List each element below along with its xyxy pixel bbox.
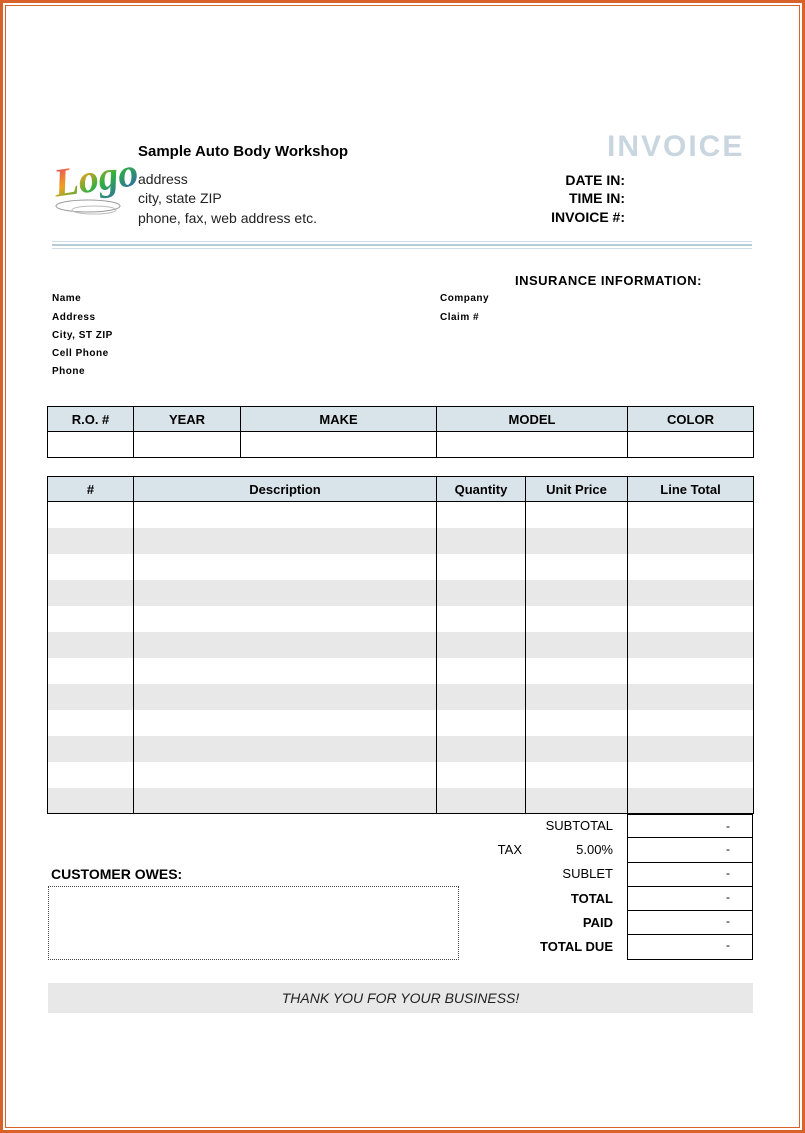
table-row <box>48 632 754 658</box>
table-row <box>48 658 754 684</box>
thank-you-banner: THANK YOU FOR YOUR BUSINESS! <box>48 983 753 1013</box>
header-divider-lower <box>52 248 752 249</box>
subtotal-value: - <box>627 814 753 838</box>
logo-text: Logo <box>50 149 141 206</box>
table-row <box>48 606 754 632</box>
items-header-line-total: Line Total <box>628 477 754 502</box>
company-name: Sample Auto Body Workshop <box>138 143 349 160</box>
vehicle-header-make: MAKE <box>241 407 437 432</box>
insurance-company-label: Company <box>440 293 490 304</box>
invoice-number-label: INVOICE #: <box>551 209 625 225</box>
customer-address-label: Address <box>52 312 96 323</box>
customer-cell-phone-label: Cell Phone <box>52 348 109 359</box>
insurance-claim-label: Claim # <box>440 312 480 323</box>
contact-line: phone, fax, web address etc. <box>138 210 317 226</box>
ro-cell[interactable] <box>48 432 134 458</box>
time-in-label: TIME IN: <box>569 190 625 206</box>
header-divider-main <box>52 244 752 246</box>
total-due-label: TOTAL DUE <box>540 939 613 954</box>
vehicle-table <box>47 406 754 458</box>
customer-name-label: Name <box>52 293 82 304</box>
vehicle-header-model: MODEL <box>437 407 628 432</box>
items-header-unit-price: Unit Price <box>526 477 628 502</box>
customer-owes-label: CUSTOMER OWES: <box>51 866 183 882</box>
customer-owes-box[interactable] <box>48 886 459 960</box>
table-row <box>48 580 754 606</box>
model-cell[interactable] <box>437 432 628 458</box>
table-row <box>48 762 754 788</box>
make-cell[interactable] <box>241 432 437 458</box>
total-label: TOTAL <box>570 891 613 906</box>
insurance-title: INSURANCE INFORMATION: <box>515 273 702 288</box>
items-header-number: # <box>48 477 134 502</box>
total-due-value: - <box>627 934 753 960</box>
city-state-zip-line: city, state ZIP <box>138 190 222 206</box>
sublet-value: - <box>627 862 753 887</box>
vehicle-header-ro: R.O. # <box>48 407 134 432</box>
vehicle-row <box>48 432 754 458</box>
customer-city-label: City, ST ZIP <box>52 330 113 341</box>
items-header-description: Description <box>134 477 437 502</box>
company-logo <box>50 140 141 220</box>
table-row <box>48 554 754 580</box>
total-value: - <box>627 886 753 911</box>
table-row <box>48 710 754 736</box>
line-items-table <box>47 476 754 814</box>
table-row <box>48 528 754 554</box>
date-in-label: DATE IN: <box>565 172 625 188</box>
paid-value[interactable]: - <box>627 910 753 935</box>
table-row <box>48 736 754 762</box>
table-row <box>48 502 754 528</box>
customer-phone-label: Phone <box>52 366 86 377</box>
sublet-label: SUBLET <box>562 866 613 881</box>
vehicle-header-color: COLOR <box>628 407 754 432</box>
table-row <box>48 788 754 814</box>
tax-label: TAX <box>497 842 522 857</box>
subtotal-label: SUBTOTAL <box>545 818 613 833</box>
tax-value: - <box>627 838 753 863</box>
tax-rate: 5.00% <box>576 842 613 857</box>
paid-label: PAID <box>582 915 613 930</box>
vehicle-header-year: YEAR <box>134 407 241 432</box>
table-row <box>48 684 754 710</box>
address-line: address <box>138 171 188 187</box>
invoice-title: INVOICE <box>607 130 745 163</box>
year-cell[interactable] <box>134 432 241 458</box>
color-cell[interactable] <box>628 432 754 458</box>
items-header-quantity: Quantity <box>437 477 526 502</box>
header-divider <box>52 241 752 242</box>
